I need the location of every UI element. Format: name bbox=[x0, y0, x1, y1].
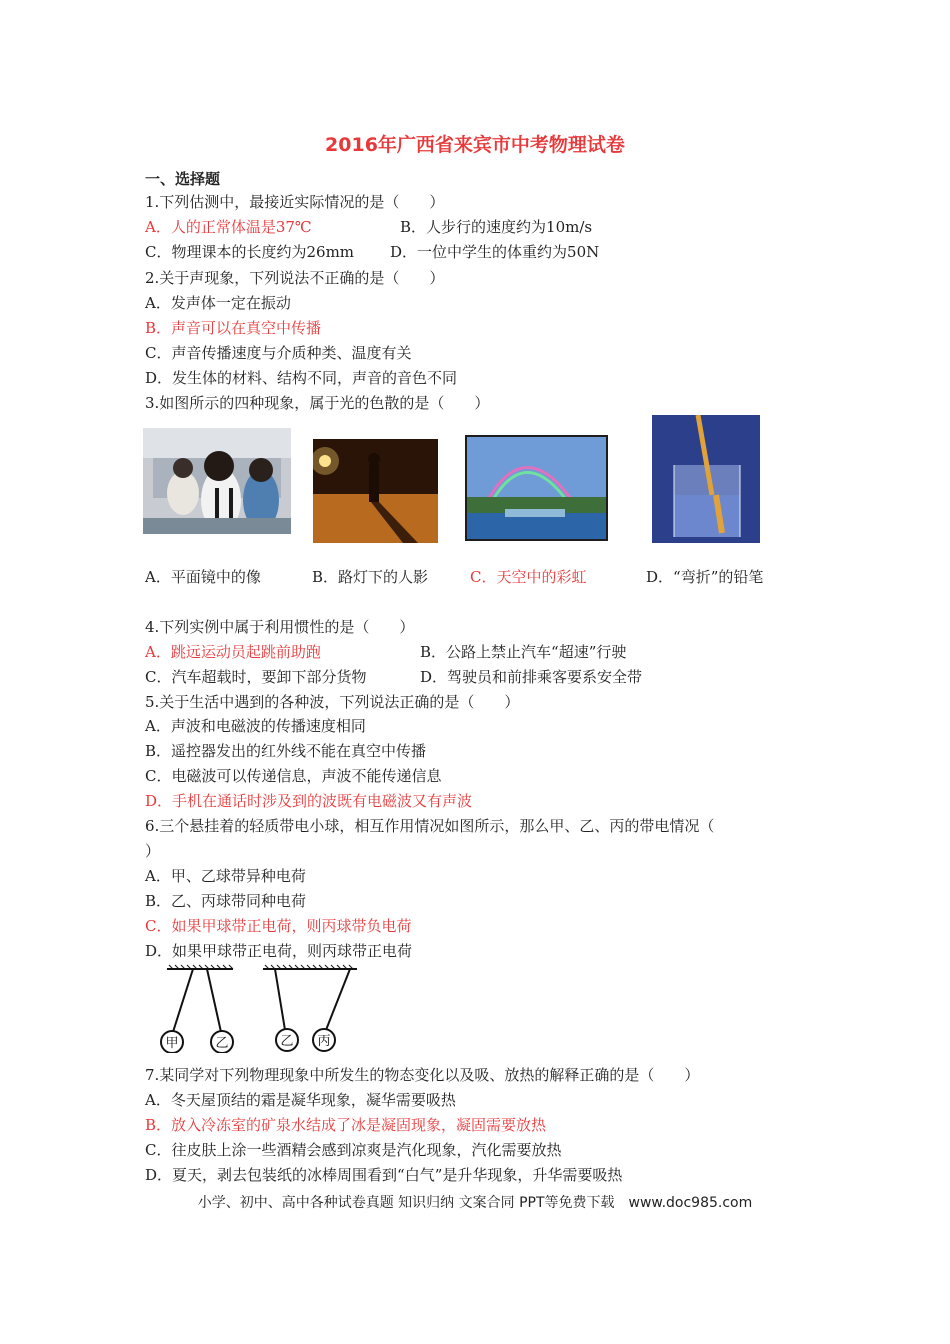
ball-label-yi: 乙 bbox=[215, 1036, 229, 1051]
q3-option-d: D．“弯折”的铅笔 bbox=[646, 568, 764, 586]
q4-option-d: D．驾驶员和前排乘客要系安全带 bbox=[420, 668, 643, 686]
q5-option-d: D．手机在通话时涉及到的波既有电磁波又有声波 bbox=[145, 792, 473, 810]
q1-option-b: B．人步行的速度约为10m/s bbox=[400, 218, 593, 236]
q6-stem-line1: 6.三个悬挂着的轻质带电小球，相互作用情况如图所示，那么甲、乙、丙的带电情况（ bbox=[145, 817, 715, 835]
q4-option-c: C．汽车超载时，要卸下部分货物 bbox=[145, 668, 367, 686]
ball-label-jia: 甲 bbox=[165, 1036, 179, 1051]
q7-option-b: B．放入冷冻室的矿泉水结成了冰是凝固现象，凝固需要放热 bbox=[145, 1116, 547, 1134]
q6-stem-line2: ） bbox=[145, 842, 161, 860]
rainbow-photo bbox=[465, 435, 608, 541]
q2-option-a: A．发声体一定在振动 bbox=[145, 294, 291, 312]
q6-option-b: B．乙、丙球带同种电荷 bbox=[145, 892, 307, 910]
ball-label-bing: 丙 bbox=[317, 1034, 331, 1049]
q2-option-c: C．声音传播速度与介质种类、温度有关 bbox=[145, 344, 412, 362]
bent-pencil-photo bbox=[652, 415, 760, 543]
section-heading: 一、选择题 bbox=[145, 170, 221, 188]
q1-option-c: C．物理课本的长度约为26mm bbox=[145, 243, 355, 261]
charged-balls-diagram bbox=[145, 963, 365, 1053]
q1-stem: 1.下列估测中，最接近实际情况的是（ ） bbox=[145, 193, 445, 211]
q3-stem: 3.如图所示的四种现象，属于光的色散的是（ ） bbox=[145, 394, 490, 412]
q5-stem: 5.关于生活中遇到的各种波，下列说法正确的是（ ） bbox=[145, 693, 520, 711]
q4-option-b: B．公路上禁止汽车“超速”行驶 bbox=[420, 643, 627, 661]
q3-option-c: C．天空中的彩虹 bbox=[470, 568, 587, 586]
page-title: 2016年广西省来宾市中考物理试卷 bbox=[325, 134, 625, 156]
q5-option-c: C．电磁波可以传递信息，声波不能传递信息 bbox=[145, 767, 442, 785]
q4-option-a: A．跳远运动员起跳前助跑 bbox=[145, 643, 321, 661]
q7-option-d: D．夏天，剥去包装纸的冰棒周围看到“白气”是升华现象，升华需要吸热 bbox=[145, 1166, 623, 1184]
streetlight-shadow-photo bbox=[313, 439, 438, 543]
q4-stem: 4.下列实例中属于利用惯性的是（ ） bbox=[145, 618, 415, 636]
mirror-photo bbox=[143, 428, 291, 534]
q6-option-d: D．如果甲球带正电荷，则丙球带正电荷 bbox=[145, 942, 413, 960]
q5-option-a: A．声波和电磁波的传播速度相同 bbox=[145, 717, 366, 735]
q7-option-a: A．冬天屋顶结的霜是凝华现象，凝华需要吸热 bbox=[145, 1091, 456, 1109]
q2-option-d: D．发生体的材料、结构不同，声音的音色不同 bbox=[145, 369, 458, 387]
q6-option-a: A．甲、乙球带异种电荷 bbox=[145, 867, 306, 885]
q6-option-c: C．如果甲球带正电荷，则丙球带负电荷 bbox=[145, 917, 412, 935]
ball-label-yi-2: 乙 bbox=[280, 1034, 294, 1049]
q2-option-b: B．声音可以在真空中传播 bbox=[145, 319, 322, 337]
q7-stem: 7.某同学对下列物理现象中所发生的物态变化以及吸、放热的解释正确的是（ ） bbox=[145, 1066, 700, 1084]
q7-option-c: C．往皮肤上涂一些酒精会感到凉爽是汽化现象，汽化需要放热 bbox=[145, 1141, 562, 1159]
q1-option-a: A．人的正常体温是37℃ bbox=[145, 218, 312, 236]
footer-note: 小学、初中、高中各种试卷真题 知识归纳 文案合同 PPT等免费下载 www.doc985.com bbox=[197, 1195, 753, 1211]
q3-option-a: A．平面镜中的像 bbox=[145, 568, 261, 586]
q3-option-b: B．路灯下的人影 bbox=[312, 568, 429, 586]
q2-stem: 2.关于声现象，下列说法不正确的是（ ） bbox=[145, 269, 445, 287]
q1-option-d: D．一位中学生的体重约为50N bbox=[390, 243, 600, 261]
q5-option-b: B．遥控器发出的红外线不能在真空中传播 bbox=[145, 742, 427, 760]
